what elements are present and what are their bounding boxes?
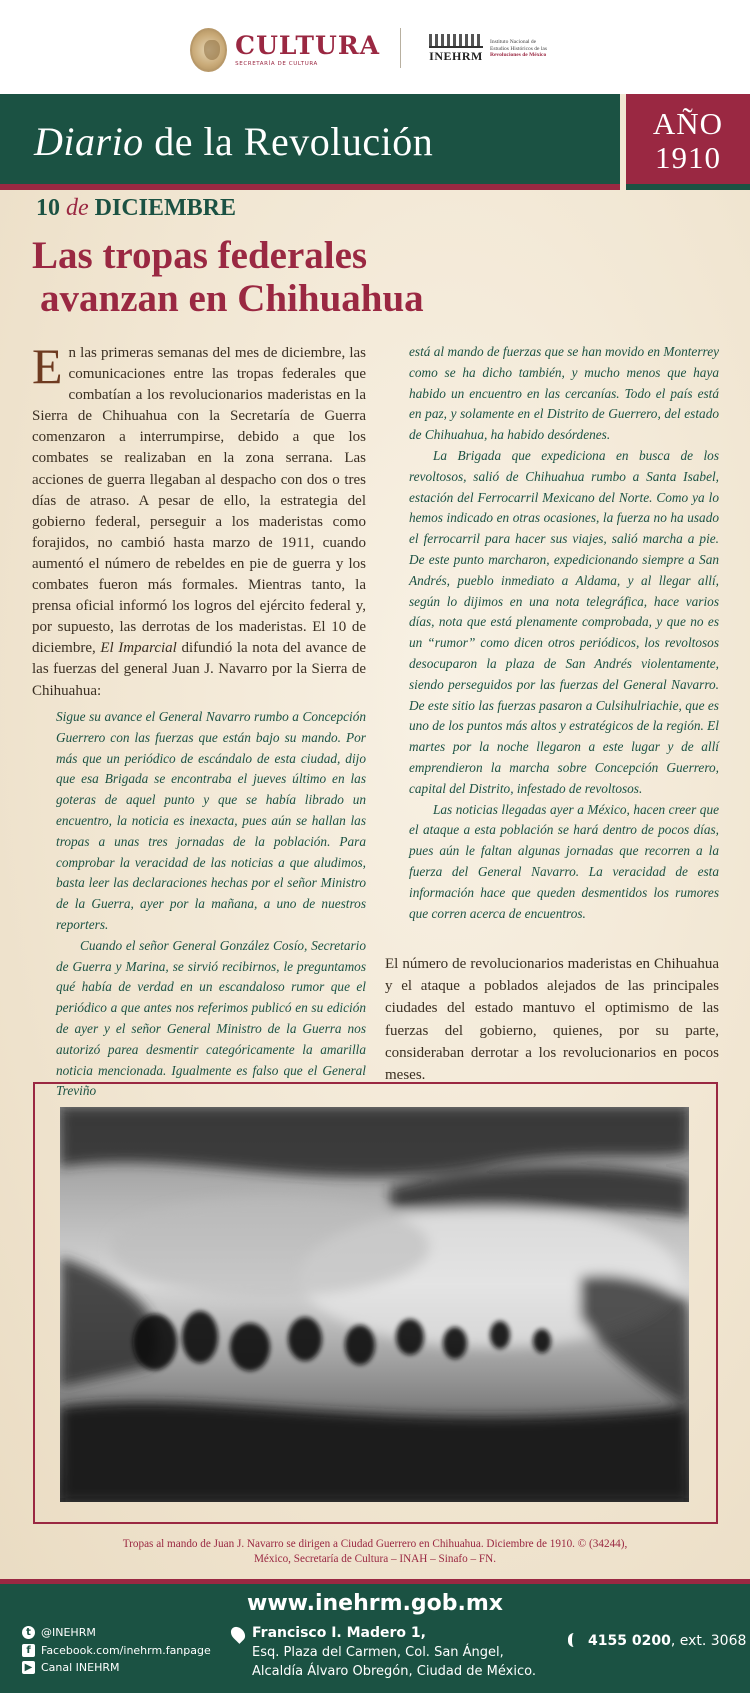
quote-paragraph: Las noticias llegadas ayer a México, hacen creer que el ataque a esta población se hará dentro de pocos días, pues aún le faltan algunas jornadas que recorren a la fuerza del General Navarro. La veracidad de esta información hace que queden desmentidos los rumores que corren acerca de encuentros. — [409, 801, 719, 921]
twitter-link[interactable]: t @INEHRM — [22, 1624, 211, 1642]
youtube-icon: ▶ — [22, 1661, 35, 1674]
article-intro: En las primeras semanas del mes de diciembre, las comunicaciones entre las tropas federales que combatían a los revolucionarios maderistas en la Sierra de Chihuahua con la Secretaría de Guerra comenzaron a interrumpirse, debido a que los combates se realizaban en la zona serrana. Las acciones de guerra llegaban al despacho con dos o tres días de atraso. A pesar de ello, la estrategia del gobierno federal, perseguir a los maderistas como forajidos, no cambió hasta marzo de 1911, cuando aumentó el número de rebeldes en pie de guerra y los combates fueron más formales. Mientras tanto, la prensa oficial informó los logros del ejército federal y, por supuesto, las derrotas de los maderistas. El 10 de diciembre, El Imparcial difundió la nota del avance de las fuerzas del general Juan J. Navarro por la Sierra de Chihuahua: — [32, 338, 366, 699]
title-banner — [0, 94, 620, 184]
year-label: AÑO — [652, 106, 724, 141]
quote-paragraph: Cuando el señor General González Cosío, Secretario de Guerra y Marina, se sirvió recibirnos, le preguntamos qué había de verdad en un escandaloso rumor que el periódico a que antes nos referimos publicó en su edición de ayer y el señor General Ministro de la Guerra nos autorizó parea desmentir categóricamente la amarilla noticia mencionada. Igualmente es falso que el General Treviño — [56, 937, 366, 1099]
cultura-subtitle: SECRETARÍA DE CULTURA — [235, 61, 318, 67]
year-number: 1910 — [655, 140, 721, 175]
footer-accent-stripe — [0, 1579, 750, 1584]
youtube-link[interactable]: ▶ Canal INEHRM — [22, 1659, 211, 1677]
historical-photo[interactable] — [60, 1107, 689, 1502]
location-pin-icon — [228, 1624, 248, 1644]
building-icon — [429, 34, 483, 48]
inehrm-name: INEHRM — [429, 49, 483, 63]
facebook-icon: f — [22, 1644, 35, 1657]
social-links — [22, 1624, 211, 1677]
banner-accent-stripe — [0, 184, 620, 190]
quote-paragraph: está al mando de fuerzas que se han movido en Monterrey como se ha dicho también, y mucho menos que haya habido un encuentro en las cercanías. Todo el país está en paz, y solamente en el Distrito de Guerrero, del estado de Chihuahua, ha habido desórdenes. — [409, 344, 719, 443]
year-box — [626, 94, 750, 190]
quote-paragraph: Sigue su avance el General Navarro rumbo a Concepción Guerrero con las fuerzas que están bajo su mando. Por más que un periódico de escándalo de esta ciudad, dijo que esa Brigada se encontraba el jueves último en las goteras de aquel punto y que se había librado un encuentro, la noticia es inexacta, pues aún se hallan las tropas a unas tres jornadas de la población. Para comprobar la veracidad de las noticias a que aludimos, basta leer las declaraciones hechas por el señor Ministro de la Guerra, ayer por la mañana, a uno de nuestros reporters. — [56, 709, 366, 932]
quote-left-column — [56, 707, 366, 1102]
banner-title: Diario de la Revolución — [34, 119, 434, 164]
quote-right-column — [409, 342, 719, 924]
quote-paragraph: La Brigada que expediciona en busca de los revoltosos, salió de Chihuahua rumbo a Santa Isabel, estación del Ferrocarril Mexicano del Norte. Como ya lo hemos indicado en otras ocasiones, la fuerza no ha usado el ferrocarril para hacer sus viajes, salió marcha a pie. De este punto marcharon, expedicionando siempre a San Andrés, pueblo inmediato a Aldama, y al llegar allí, según lo dijimos en una nota telegráfica, hace varios días, nota que está plenamente comprobada, y que no es un “rumor” como dicen otros periódicos, los revoltosos desocuparon la plaza de San Andrés violentamente, siendo perseguidos por las fuerzas del General Navarro. De este sitio las fuerzas pasaron a Culsihulriachie, que es uno de los puntos más altos y estratégicos de la región. El martes por la noche llegaron a este lugar y de allí emprendieron la marcha sobre Concepción Guerrero, capital del Distrito, infestado de revoltosos. — [409, 447, 719, 796]
newspaper-name: El Imparcial — [100, 640, 177, 657]
photo-caption: Tropas al mando de Juan J. Navarro se dirigen a Ciudad Guerrero en Chihuahua. Diciembre de 1910. © (34244), México, Secretaría de Cultura – INAH – Sinafo – FN. — [122, 1538, 628, 1565]
article-closing: El número de revolucionarios maderistas en Chihuahua y el ataque a poblados alejados de las principales ciudades del estado mantuvo el optimismo de las fuerzas del gobierno, quienes, por su parte, consideraban derrotar a los revolucionarios en pocos meses. — [385, 956, 719, 1084]
address: Francisco I. Madero 1, Esq. Plaza del Carmen, Col. San Ángel, Alcaldía Álvaro Obregón, Ciudad de México. — [252, 1624, 536, 1681]
twitter-icon: t — [22, 1626, 35, 1639]
phone-icon — [568, 1633, 580, 1647]
logo-divider — [400, 28, 401, 68]
cultura-name: CULTURA — [235, 31, 380, 60]
article-date: 10 de DICIEMBRE — [36, 195, 237, 221]
inehrm-logo[interactable] — [428, 32, 570, 66]
mexico-seal-icon — [190, 28, 227, 72]
phone-number[interactable]: 4155 0200, ext. 3068 — [568, 1633, 746, 1649]
article-headline: Las tropas federales avanzan en Chihuahua — [32, 234, 424, 320]
cultura-logo[interactable] — [190, 26, 380, 74]
page-header — [0, 0, 750, 94]
drop-cap: E — [32, 338, 63, 394]
inehrm-description: Instituto Nacional de Estudios Históricos de las Revoluciones de México — [490, 39, 547, 59]
website-link[interactable]: www.inehrm.gob.mx — [247, 1591, 503, 1616]
page-footer — [0, 1579, 750, 1693]
troops-photo-image — [60, 1107, 689, 1502]
facebook-link[interactable]: f Facebook.com/inehrm.fanpage — [22, 1642, 211, 1660]
